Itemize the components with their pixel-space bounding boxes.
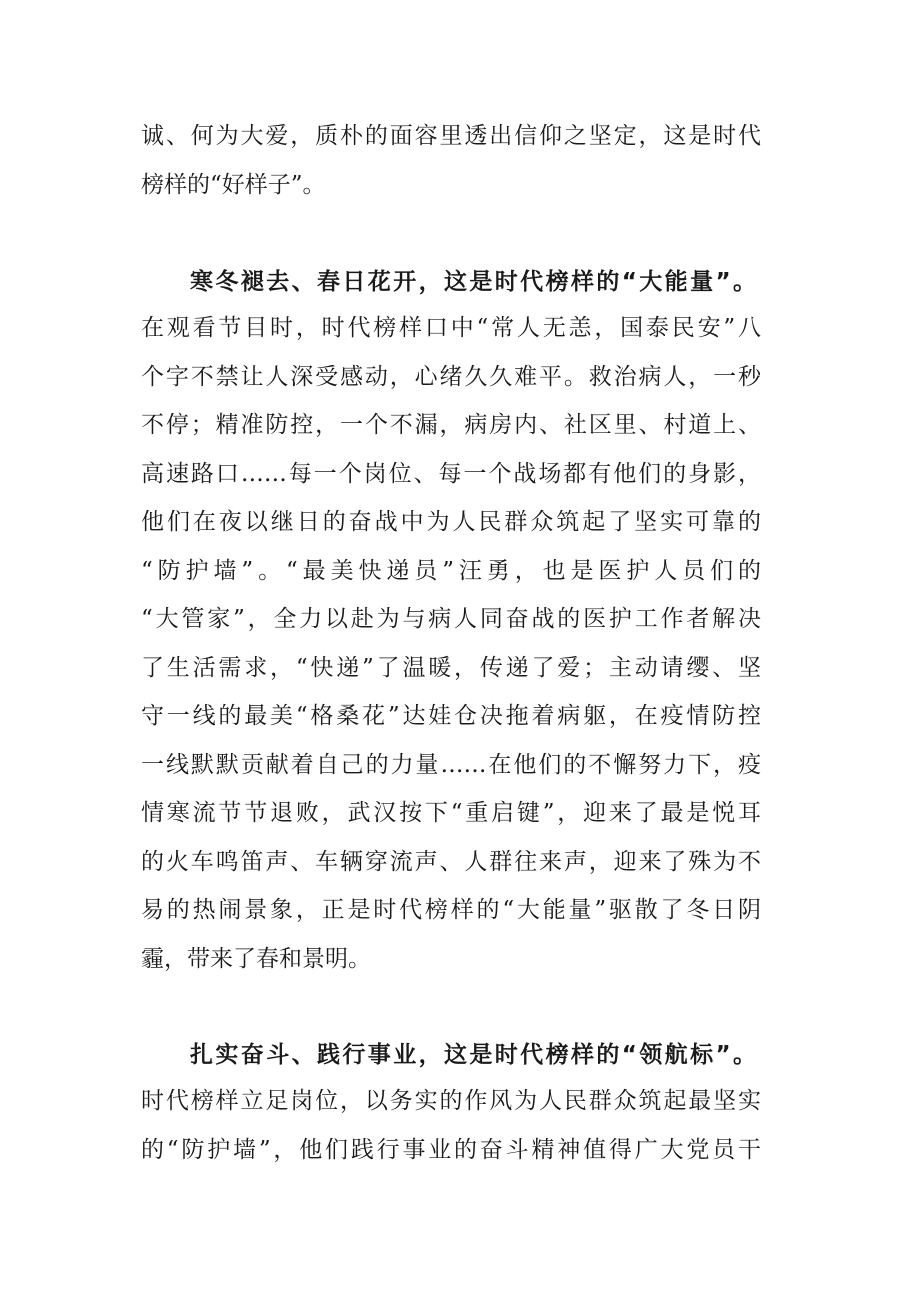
paragraph-line: 诚、何为大爱，质朴的面容里透出信仰之坚定，这是时代 [141, 123, 761, 149]
section-heading: 扎实奋斗、践行事业，这是时代榜样的“领航标”。 [190, 1042, 756, 1068]
paragraph-line: 情寒流节节退败，武汉按下“重启键”，迎来了最是悦耳 [141, 800, 761, 826]
paragraph-line: 霾，带来了春和景明。 [141, 946, 371, 972]
paragraph-line: 高速路口……每一个岗位、每一个战场都有他们的身影， [141, 461, 761, 487]
paragraph-line: 在观看节目时，时代榜样口中“常人无恙，国泰民安”八 [141, 315, 761, 341]
paragraph-line: 一线默默贡献着自己的力量……在他们的不懈努力下，疫 [141, 752, 761, 778]
paragraph-line: 个字不禁让人深受感动，心绪久久难平。救治病人，一秒 [141, 364, 761, 390]
paragraph-line: 易的热闹景象，正是时代榜样的“大能量”驱散了冬日阴 [141, 897, 761, 923]
paragraph-line: 了生活需求，“快递”了温暖，传递了爱；主动请缨、坚 [141, 655, 761, 681]
paragraph-line: 守一线的最美“格桑花”达娃仓决拖着病躯，在疫情防控 [141, 703, 761, 729]
section-heading: 寒冬褪去、春日花开，这是时代榜样的“大能量”。 [190, 269, 756, 295]
paragraph-line: 时代榜样立足岗位，以务实的作风为人民群众筑起最坚实 [141, 1088, 761, 1114]
paragraph-line: 不停；精准防控，一个不漏，病房内、社区里、村道上、 [141, 412, 761, 438]
paragraph-line: 他们在夜以继日的奋战中为人民群众筑起了坚实可靠的 [141, 509, 761, 535]
paragraph-line: 榜样的“好样子”。 [141, 172, 326, 198]
paragraph-line: 的火车鸣笛声、车辆穿流声、人群往来声，迎来了殊为不 [141, 849, 761, 875]
paragraph-line: 的“防护墙”，他们践行事业的奋斗精神值得广大党员干 [141, 1137, 761, 1163]
paragraph-line: “大管家”，全力以赴为与病人同奋战的医护工作者解决 [141, 606, 761, 632]
paragraph-line: “防护墙”。“最美快递员”汪勇，也是医护人员们的 [141, 558, 761, 584]
